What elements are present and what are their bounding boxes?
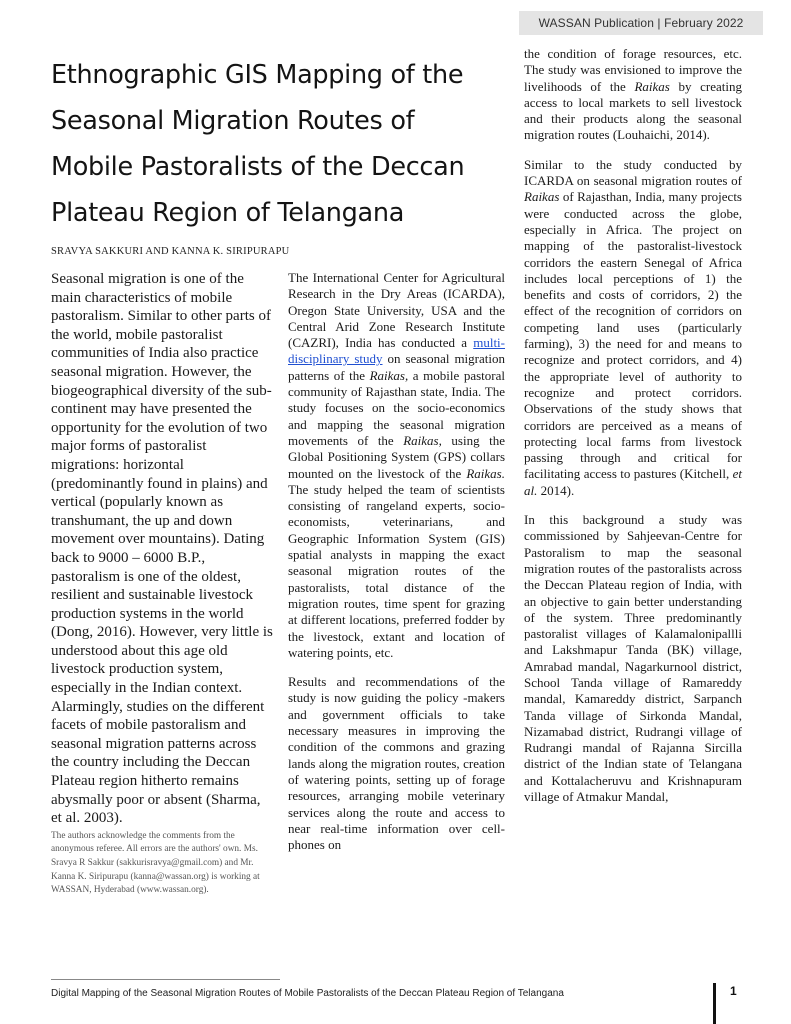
background-paragraph: In this background a study was commissioned by Sahjeevan-Centre for Pastoralism to map the seasonal migration routes of the pastoralists across the Deccan Plateau region of India, with an objective to gain better understanding of the system. Three predominantly pastoralist villages of Kalamalonipallli and Lakshmapur Tanda (BK) village, Amrabad mandal, Nagarkurnool district, School Tanda village of Ramareddy mandal, Kamareddy district, Sarpanch Tanda village of Sirkonda Mandal, Nizamabad district, Rudrangi village of Rudrangi mandal of Rajanna Sircilla district of the Indian state of Telangana and Kottalacheruvu and Krishnapuram village of Atmakur Mandal, (524, 512, 742, 805)
column-1 (51, 270, 273, 898)
column-3 (524, 46, 742, 818)
page-number-bar (713, 983, 716, 1024)
running-footer: Digital Mapping of the Seasonal Migration Routes of Mobile Pastoralists of the Deccan Plateau Region of Telangana (51, 988, 564, 999)
results-paragraph: Results and recommendations of the study is now guiding the policy -makers and government officials to take necessary measures in improving the condition of the commons and grazing lands along the migration routes, creation of watering points, setting up of forage resources, arranging mobile veterinary services along the route and access to near real-time information over cell-phones on (288, 674, 505, 853)
page-number: 1 (730, 984, 737, 998)
senegal-paragraph: Similar to the study conducted by ICARDA on seasonal migration routes of Raikas of Rajasthan, India, many projects were conducted across the globe, especially in Africa. The project on mapping of the pastoralist-livestock corridors the eastern Senegal of Africa includes local perceptions of 1) the benefits and costs of corridors, 2) the effect of the recognition of corridors on competing land uses (particularly farming), 3) the need for and means to recognize and protect corridors, and 4) the appropriate level of authority to recognize and protect corridors. Observations of the study shows that corridors are perceived as a means of protecting local farms from livestock passing through and critical for facilitating access to pastures (Kitchell, et al. 2014). (524, 156, 742, 498)
footer-rule (51, 979, 280, 980)
author-footnote: The authors acknowledge the comments from the anonymous referee. All errors are the authors' own. Ms. Sravya R Sakkur (sakkurisravya@gmail.com) and Mr. Kanna K. Siripurapu (kanna@wassan.org) is working at WASSAN, Hyderabad (www.wassan.org). (51, 830, 260, 896)
article-authors: SRAVYA SAKKURI AND KANNA K. SIRIPURAPU (51, 246, 290, 257)
multi-disciplinary-study-link[interactable]: multi-disciplinary study (288, 335, 505, 367)
article-title: Ethnographic GIS Mapping of the Seasonal Migration Routes of Mobile Pastoralists of the Deccan Plateau Region of Telangana (51, 60, 465, 228)
forage-paragraph: the condition of forage resources, etc. The study was envisioned to improve the livelihoods of the Raikas by creating access to local markets to sell livestock and their products along the seasonal migration routes (Louhaichi, 2014). (524, 46, 742, 143)
icarda-paragraph: The International Center for Agricultural Research in the Dry Areas (ICARDA), Oregon State University, USA and the Central Arid Zone Research Institute (CAZRI), India has conducted a multi-disciplinary study on seasonal migration patterns of the Raikas, a mobile pastoral community of Rajasthan state, India. The study focuses on the socio-economics and mapping the seasonal migration movements of the Raikas, using the Global Positioning System (GPS) collars mounted on the livestock of the Raikas. The study helped the team of scientists consisting of rangeland experts, socio-economists, veterinarians, and Geographic Information System (GIS) spatial analysts in mapping the exact seasonal migration routes of the pastoralists, total distance of the migration routes, time spent for grazing at different locations, preferred fodder by the livestock, extant and location of watering points, etc. (288, 270, 505, 660)
intro-paragraph: Seasonal migration is one of the main characteristics of mobile pastoralism. Similar to other parts of the world, mobile pastoralist communities of India also practice seasonal migration. However, the biogeographical diversity of the sub-continent may have presented the opportunity for the evolution of two major forms of pastoralist migrations: horizontal (predominantly found in plains) and vertical (popularly known as transhumant, the up and down movement over mountains). Dating back to 9000 – 6000 B.P., pastoralism is one of the oldest, resilient and sustainable livestock production systems in the world (Dong, 2016). However, very little is understood about this age old livestock production system, especially in the Indian context. Alarmingly, studies on the different facets of mobile pastoralism and seasonal migration patterns across the country including the Deccan Plateau region hitherto remains abysmally poor or absent (Sharma, et al. 2003). (51, 271, 273, 827)
column-2 (288, 270, 505, 866)
publication-tag: WASSAN Publication | February 2022 (519, 11, 763, 35)
